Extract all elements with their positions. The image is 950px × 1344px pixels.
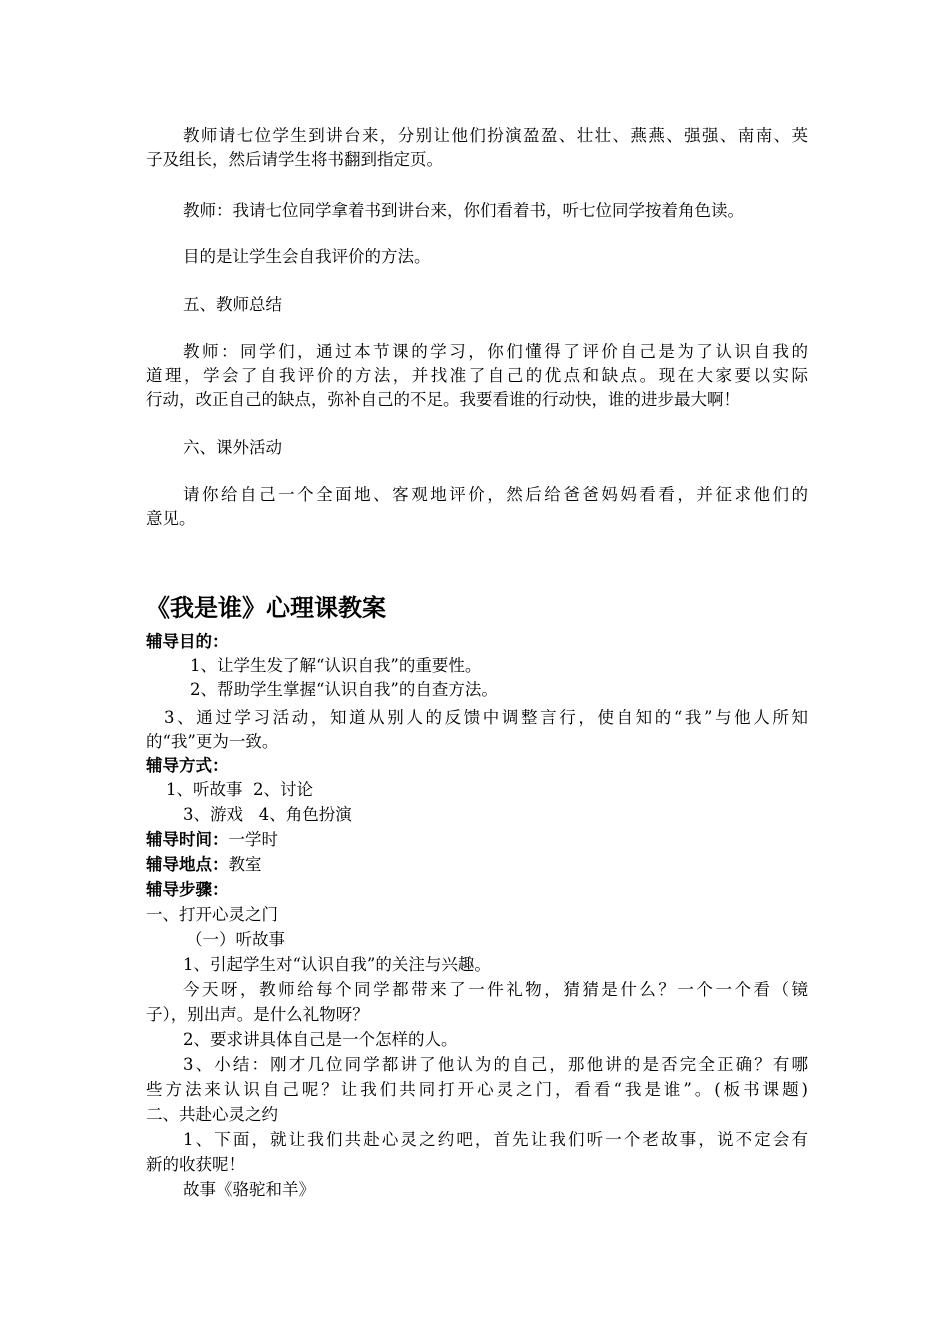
heading-6: 六、课外活动 (183, 438, 282, 457)
para-1-line-1: 教师请七位学生到讲台来，分别让他们扮演盈盈、壮壮、燕燕、强强、南南、英 (183, 126, 808, 145)
method-label: 辅导方式： (146, 756, 229, 775)
step-2-heading: 二、共赴心灵之约 (146, 1105, 278, 1124)
method-line-1: 1、听故事 2、讨论 (166, 780, 313, 799)
step-1-item-3: 2、要求讲具体自己是一个怎样的人。 (183, 1030, 458, 1049)
goal-1: 1、让学生发了解“认识自我”的重要性。 (190, 656, 482, 675)
time-row (146, 828, 278, 852)
para-2: 教师：我请七位同学拿着书到讲台来，你们看着书，听七位同学按着角色读。 (183, 201, 744, 220)
goal-3-line-1: 3、通过学习活动，知道从别人的反馈中调整言行，使自知的“我”与他人所知 (164, 708, 808, 727)
para-3: 目的是让学生会自我评价的方法。 (183, 247, 431, 266)
para-4-line-1: 教师：同学们，通过本节课的学习，你们懂得了评价自己是为了认识自我的 (183, 342, 808, 361)
para-4-line-3: 行动，改正自己的缺点，弥补自己的不足。我要看谁的行动快，谁的进步最大啊！ (146, 390, 740, 409)
method-line-2: 3、游戏 4、角色扮演 (183, 805, 352, 824)
step-1-sub: （一）听故事 (186, 930, 285, 949)
place-label: 辅导地点： (146, 855, 229, 874)
place-row (146, 853, 262, 877)
step-1-item-2-line-1: 今天呀，教师给每个同学都带来了一件礼物，猜猜是什么？一个一个看（镜 (183, 980, 808, 999)
time-value: 一学时 (228, 830, 278, 849)
step-2-story-title: 故事《骆驼和羊》 (183, 1180, 315, 1199)
lesson-title: 《我是谁》心理课教案 (146, 594, 386, 622)
steps-label: 辅导步骤： (146, 880, 229, 899)
step-1-item-4-line-1: 3、小结：刚才几位同学都讲了他认为的自己，那他讲的是否完全正确？有哪 (183, 1055, 808, 1074)
para-4-line-2: 道理，学会了自我评价的方法，并找准了自己的优点和缺点。现在大家要以实际 (146, 366, 808, 385)
para-5-line-2: 意见。 (146, 509, 196, 528)
goal-label: 辅导目的： (146, 632, 229, 651)
step-1-heading: 一、打开心灵之门 (146, 905, 278, 924)
step-2-item-1-line-1: 1、下面，就让我们共赴心灵之约吧，首先让我们听一个老故事，说不定会有 (183, 1130, 808, 1149)
place-value: 教室 (228, 855, 262, 874)
step-1-item-4-line-2: 些方法来认识自己呢？让我们共同打开心灵之门，看看“我是谁”。(板书课题) (146, 1080, 808, 1099)
step-1-item-1: 1、引起学生对“认识自我”的关注与兴趣。 (183, 955, 491, 974)
goal-2: 2、帮助学生掌握“认识自我”的自查方法。 (190, 680, 498, 699)
goal-3-line-2: 的“我”更为一致。 (146, 732, 279, 751)
para-1-line-2: 子及组长，然后请学生将书翻到指定页。 (146, 150, 443, 169)
heading-5: 五、教师总结 (183, 295, 282, 314)
step-2-item-1-line-2: 新的收获呢！ (146, 1155, 245, 1174)
para-5-line-1: 请你给自己一个全面地、客观地评价，然后给爸爸妈妈看看，并征求他们的 (183, 485, 808, 504)
step-1-item-2-line-2: 子），别出声。是什么礼物呀？ (146, 1005, 369, 1024)
time-label: 辅导时间： (146, 830, 229, 849)
